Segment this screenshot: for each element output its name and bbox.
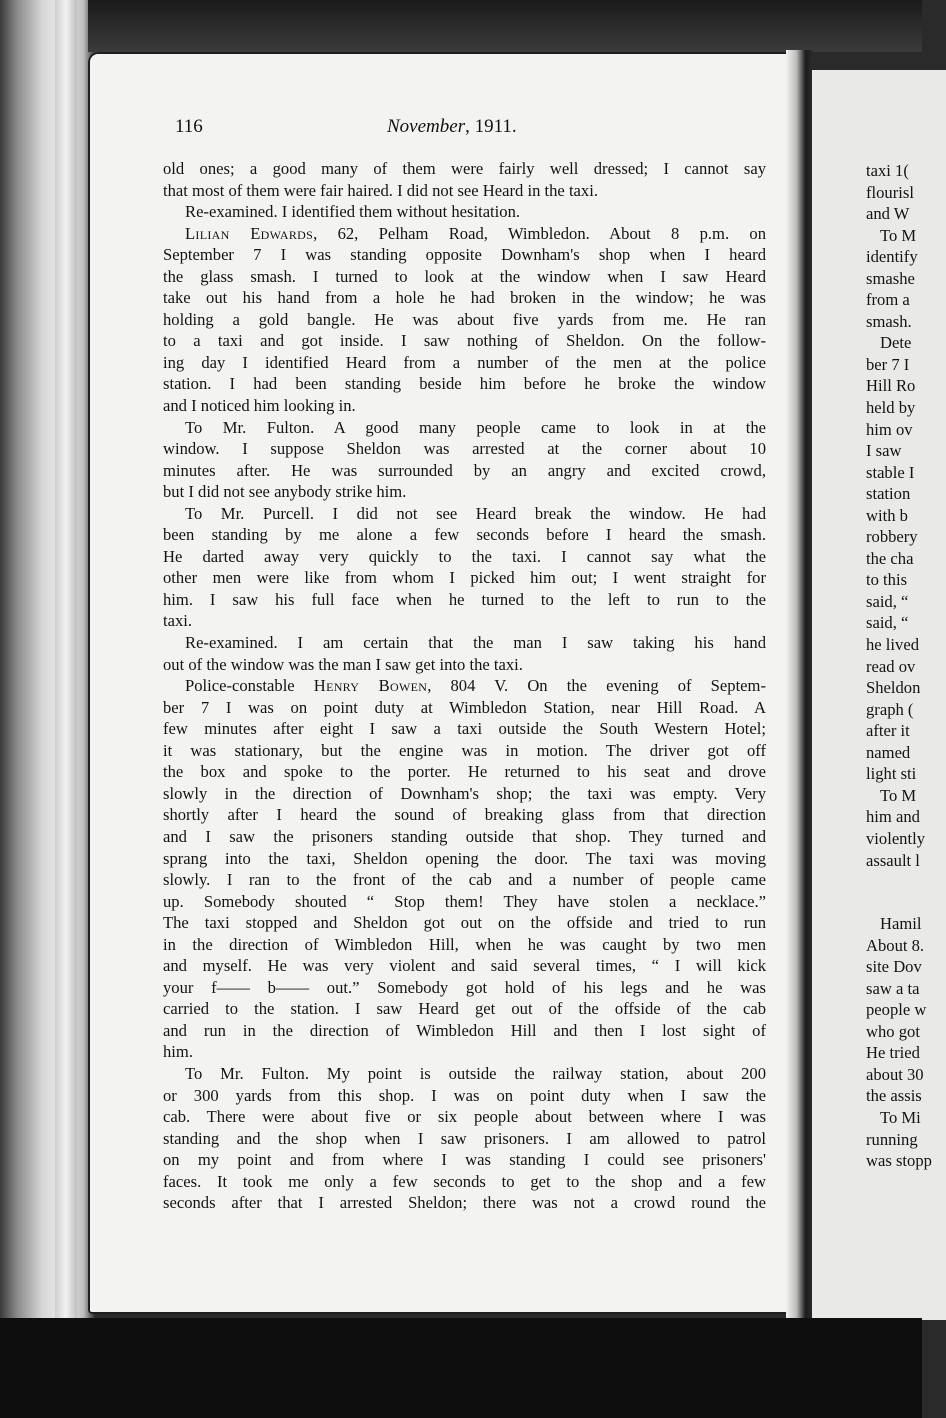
text-line: To Mr. Fulton. My point is outside the railway station, about 200 — [185, 1063, 766, 1083]
text-line: Police-constable Henry Bowen, 804 V. On the evening of Septem- — [185, 676, 766, 696]
text-line: To Mr. Purcell. I did not see Heard break the window. He had — [185, 503, 766, 523]
book-gutter — [786, 50, 812, 1330]
text-line: few minutes after eight I saw a taxi outside the South Western Hotel; — [163, 719, 766, 739]
text-line: out of the window was the man I saw get into the taxi. — [163, 654, 523, 674]
facing-text-fragment: I saw — [866, 441, 902, 461]
text-line: September 7 I was standing opposite Downham's shop when I heard — [163, 245, 766, 265]
witness-name: Henry Bowen — [313, 676, 428, 696]
facing-text-fragment: him ov — [866, 419, 913, 439]
text-line: Re-examined. I am certain that the man I saw taking his hand — [185, 633, 766, 653]
facing-page-gap — [866, 871, 946, 913]
text-line: on my point and from where I was standing I could see prisoners' — [163, 1150, 766, 1170]
text-line: been standing by me alone a few seconds before I heard the smash. — [163, 525, 766, 545]
facing-text-fragment: with b — [866, 505, 908, 525]
facing-text-fragment: him and — [866, 807, 920, 827]
facing-text-fragment: About 8. — [866, 935, 925, 955]
text-line: To Mr. Fulton. A good many people came to look in at the — [185, 417, 766, 437]
text-line: Re-examined. I identified them without hesitation. — [185, 202, 521, 222]
facing-text-fragment: was stopp — [866, 1151, 932, 1171]
facing-text-fragment: light sti — [866, 764, 917, 784]
facing-text-fragment: he lived — [866, 635, 919, 655]
text-line: shortly after I heard the sound of breaking glass from that direction — [163, 805, 766, 825]
header-month: November — [387, 116, 466, 137]
scan-top-border — [88, 0, 922, 52]
facing-text-fragment: site Dov — [866, 957, 922, 977]
body-text — [163, 158, 766, 1214]
text-line: in the direction of Wimbledon Hill, when he was caught by two men — [163, 934, 766, 954]
facing-text-fragment: said, “ — [866, 613, 909, 633]
facing-text-fragment: who got — [866, 1021, 920, 1041]
text-line: old ones; a good many of them were fairly well dressed; I cannot say — [163, 159, 766, 178]
text-line: carried to the station. I saw Heard get out of the offside of the cab — [163, 999, 766, 1019]
facing-text-fragment: violently — [866, 828, 925, 848]
facing-text-fragment: identify — [866, 247, 918, 267]
text-line: and run in the direction of Wimbledon Hill and then I lost sight of — [163, 1020, 766, 1040]
text-line: and I noticed him looking in. — [163, 396, 356, 416]
facing-text-fragment: To M — [880, 785, 917, 805]
text-line: holding a gold bangle. He was about five yards from me. He ran — [163, 309, 766, 329]
facing-text-fragment: graph ( — [866, 699, 914, 719]
text-line: minutes after. He was surrounded by an angry and excited crowd, — [163, 460, 766, 480]
facing-text-fragment: to this — [866, 570, 908, 590]
facing-text-fragment: assault l — [866, 850, 920, 870]
facing-text-fragment: running — [866, 1129, 918, 1149]
text-line: He darted away very quickly to the taxi. I cannot say what the — [163, 546, 766, 566]
facing-text-fragment: read ov — [866, 656, 916, 676]
text-line: it was stationary, but the engine was in motion. The driver got off — [163, 740, 766, 760]
page-number: 116 — [175, 116, 203, 137]
text-line: your f—— b—— out.” Somebody got hold of his legs and he was — [163, 977, 766, 997]
facing-text-fragment: Hamil — [880, 914, 922, 934]
text-line: to a taxi and got inside. I saw nothing of Sheldon. On the follow- — [163, 331, 766, 351]
text-line: sprang into the taxi, Sheldon opening the door. The taxi was moving — [163, 848, 766, 868]
facing-text-fragment: To M — [880, 225, 917, 245]
text-line: and myself. He was very violent and said several times, “ I will kick — [163, 956, 766, 976]
page-stack-edge — [55, 0, 77, 1418]
facing-text-fragment: To Mi — [880, 1107, 921, 1127]
text-line: standing and the shop when I saw prisoners. I am allowed to patrol — [163, 1128, 766, 1148]
running-title — [387, 116, 517, 138]
text-line: Lilian Edwards, 62, Pelham Road, Wimbledon. About 8 p.m. on — [185, 223, 766, 243]
facing-text-fragment: saw a ta — [866, 978, 920, 998]
page-header — [175, 116, 775, 142]
text-line: or 300 yards from this shop. I was on point duty when I saw the — [163, 1085, 766, 1105]
text-line: slowly. I ran to the front of the cab and a number of people came — [163, 870, 766, 890]
text-line: him. — [163, 1042, 193, 1062]
facing-text-fragment: held by — [866, 398, 916, 418]
facing-text-fragment: smash. — [866, 311, 912, 331]
witness-name: Lilian Edwards — [185, 223, 314, 243]
scan-bottom-border — [0, 1318, 922, 1418]
facing-text-fragment: from a — [866, 290, 910, 310]
facing-text-fragment: flourisl — [866, 182, 914, 202]
facing-text-fragment: the cha — [866, 548, 914, 568]
text-line: other men were like from whom I picked him out; I went straight for — [163, 568, 766, 588]
header-year: , 1911. — [465, 116, 517, 137]
text-line: cab. There were about five or six people about between where I was — [163, 1107, 766, 1127]
text-line: but I did not see anybody strike him. — [163, 482, 407, 502]
facing-text-fragment: stable I — [866, 462, 915, 482]
text-line: faces. It took me only a few seconds to get to the shop and a few — [163, 1171, 766, 1191]
facing-text-fragment: named — [866, 742, 911, 762]
text-line: ing day I identified Heard from a number of the men at the police — [163, 352, 766, 372]
facing-text-fragment: Dete — [880, 333, 912, 353]
text-line: and I saw the prisoners standing outside that shop. They turned and — [163, 826, 766, 846]
facing-text-fragment: Sheldon — [866, 678, 921, 698]
facing-text-fragment: station — [866, 484, 911, 504]
text-line: ber 7 I was on point duty at Wimbledon Station, near Hill Road. A — [163, 697, 766, 717]
facing-text-fragment: people w — [866, 1000, 927, 1020]
facing-page-text — [866, 160, 946, 1172]
facing-text-fragment: about 30 — [866, 1064, 924, 1084]
previous-page-edge — [0, 0, 95, 1418]
facing-text-fragment: smashe — [866, 268, 915, 288]
text-line: taxi. — [163, 611, 193, 631]
facing-text-fragment: ber 7 I — [866, 354, 910, 374]
text-line: the glass smash. I turned to look at the window when I saw Heard — [163, 266, 766, 286]
facing-text-fragment: He tried — [866, 1043, 920, 1063]
text-line: The taxi stopped and Sheldon got out on the offside and tried to run — [163, 913, 766, 933]
facing-text-fragment: taxi 1( — [866, 161, 909, 180]
text-line: seconds after that I arrested Sheldon; there was not a crowd round the — [163, 1193, 766, 1213]
text-line: the box and spoke to the porter. He returned to his seat and drove — [163, 762, 766, 782]
text-line: up. Somebody shouted “ Stop them! They have stolen a necklace.” — [163, 891, 766, 911]
text-line: station. I had been standing beside him before he broke the window — [163, 374, 766, 394]
text-line: him. I saw his full face when he turned to the left to run to the — [163, 589, 766, 609]
text-line: slowly in the direction of Downham's shop; the taxi was empty. Very — [163, 783, 766, 803]
text-line: window. I suppose Sheldon was arrested at the corner about 10 — [163, 439, 766, 459]
text-line: that most of them were fair haired. I did not see Heard in the taxi. — [163, 180, 598, 200]
text-line: take out his hand from a hole he had broken in the window; he was — [163, 288, 766, 308]
facing-text-fragment: said, “ — [866, 591, 909, 611]
facing-text-fragment: and W — [866, 204, 910, 224]
facing-text-fragment: Hill Ro — [866, 376, 916, 396]
facing-text-fragment: the assis — [866, 1086, 922, 1106]
facing-text-fragment: after it — [866, 721, 910, 741]
facing-text-fragment: robbery — [866, 527, 918, 547]
